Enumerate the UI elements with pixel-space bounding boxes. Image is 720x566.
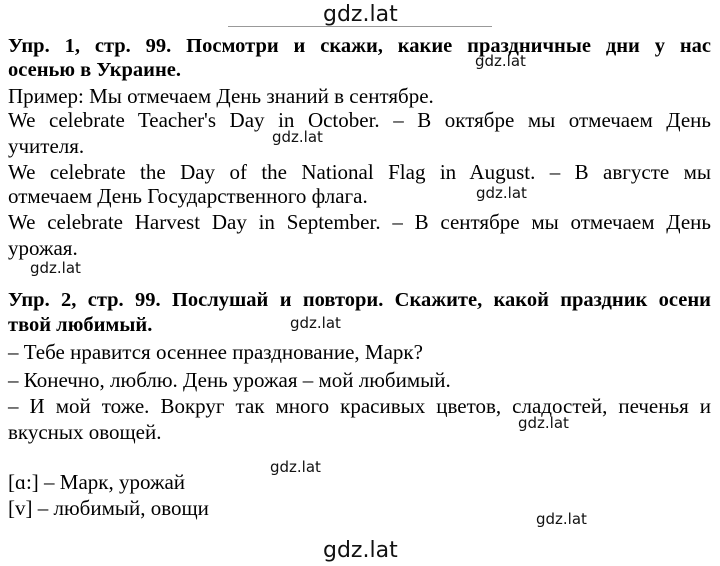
phonetic-line: [v] – любимый, овощи [8, 496, 209, 520]
answer-line: We celebrate Harvest Day in September. – В сентябре мы отмечаем День [8, 210, 711, 234]
watermark: gdz.lat [272, 128, 323, 146]
answer-line: We celebrate the Day of the National Flag in August. – В августе мы [8, 160, 711, 184]
watermark: gdz.lat [270, 458, 321, 476]
watermark-bottom: gdz.lat [323, 538, 398, 563]
dialog-line: – И мой тоже. Вокруг так много красивых цветов, сладостей, печенья и [8, 394, 711, 418]
watermark: gdz.lat [30, 259, 81, 277]
example-line: Пример: Мы отмечаем День знаний в сентябре. [8, 84, 434, 108]
watermark: gdz.lat [476, 184, 527, 202]
answer-line: We celebrate Teacher's Day in October. – В октябре мы отмечаем День [8, 108, 711, 132]
exercise2-heading-cont: твой любимый. [8, 314, 153, 336]
exercise1-heading-cont: осенью в Украине. [8, 59, 182, 81]
watermark: gdz.lat [536, 510, 587, 528]
watermark-top: gdz.lat [323, 2, 398, 27]
answer-line: учителя. [8, 134, 85, 158]
watermark: gdz.lat [518, 414, 569, 432]
exercise1-heading: Упр. 1, стр. 99. Посмотри и скажи, какие праздничные дни у нас [8, 35, 711, 57]
phonetic-line: [ɑ:] – Марк, урожай [8, 470, 186, 494]
dialog-line: – Конечно, люблю. День урожая – мой любимый. [8, 368, 451, 392]
watermark: gdz.lat [290, 314, 341, 332]
exercise2-heading: Упр. 2, стр. 99. Послушай и повтори. Скажите, какой праздник осени [8, 289, 711, 311]
dialog-line: вкусных овощей. [8, 420, 162, 444]
answer-line: урожая. [8, 236, 78, 260]
watermark: gdz.lat [475, 52, 526, 70]
answer-line: отмечаем День Государственного флага. [8, 184, 368, 208]
dialog-line: – Тебе нравится осеннее празднование, Марк? [8, 340, 423, 364]
